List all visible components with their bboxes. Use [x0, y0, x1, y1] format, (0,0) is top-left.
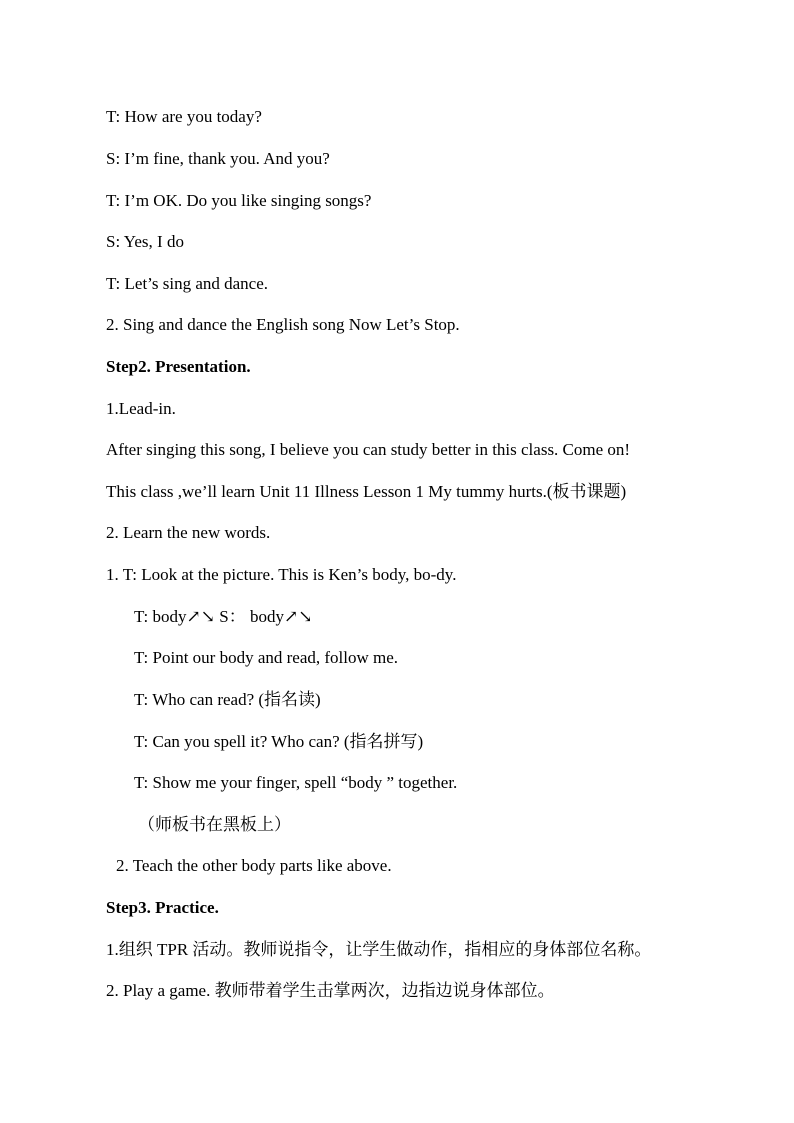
paragraph-line: After singing this song, I believe you can study better in this class. Come on!: [106, 440, 631, 459]
dialogue-line: T: Show me your finger, spell “body ” together.: [134, 773, 458, 792]
dialogue-line: T: Point our body and read, follow me.: [134, 648, 399, 667]
dialogue-line: S: Yes, I do: [106, 232, 184, 251]
dialogue-line: T: I’m OK. Do you like singing songs?: [106, 191, 372, 210]
dialogue-line: T: Who can read? (指名读): [134, 690, 321, 709]
dialogue-line: T: Can you spell it? Who can? (指名拼写): [134, 732, 424, 751]
section-heading: Step2. Presentation.: [106, 357, 251, 376]
step-item: 2. Teach the other body parts like above.: [116, 856, 392, 875]
dialogue-line: S: I’m fine, thank you. And you?: [106, 149, 330, 168]
step-item: 1.组织 TPR 活动。教师说指令，让学生做动作，指相应的身体部位名称。: [106, 940, 652, 959]
step-item: 2. Sing and dance the English song Now Let’s Stop.: [106, 315, 460, 334]
note-line: （师板书在黑板上）: [138, 815, 291, 834]
paragraph-line: This class ,we’ll learn Unit 11 Illness Lesson 1 My tummy hurts.(板书课题): [106, 482, 627, 501]
step-item: 2. Play a game. 教师带着学生击掌两次，边指边说身体部位。: [106, 981, 555, 1000]
step-item: 1. T: Look at the picture. This is Ken’s body, bo-dy.: [106, 565, 457, 584]
dialogue-line: T: How are you today?: [106, 107, 262, 126]
dialogue-line: T: Let’s sing and dance.: [106, 274, 269, 293]
step-item: 1.Lead-in.: [106, 399, 176, 418]
dialogue-line: T: body↗↘ S： body↗↘: [134, 607, 313, 626]
section-heading: Step3. Practice.: [106, 898, 219, 917]
step-item: 2. Learn the new words.: [106, 523, 271, 542]
